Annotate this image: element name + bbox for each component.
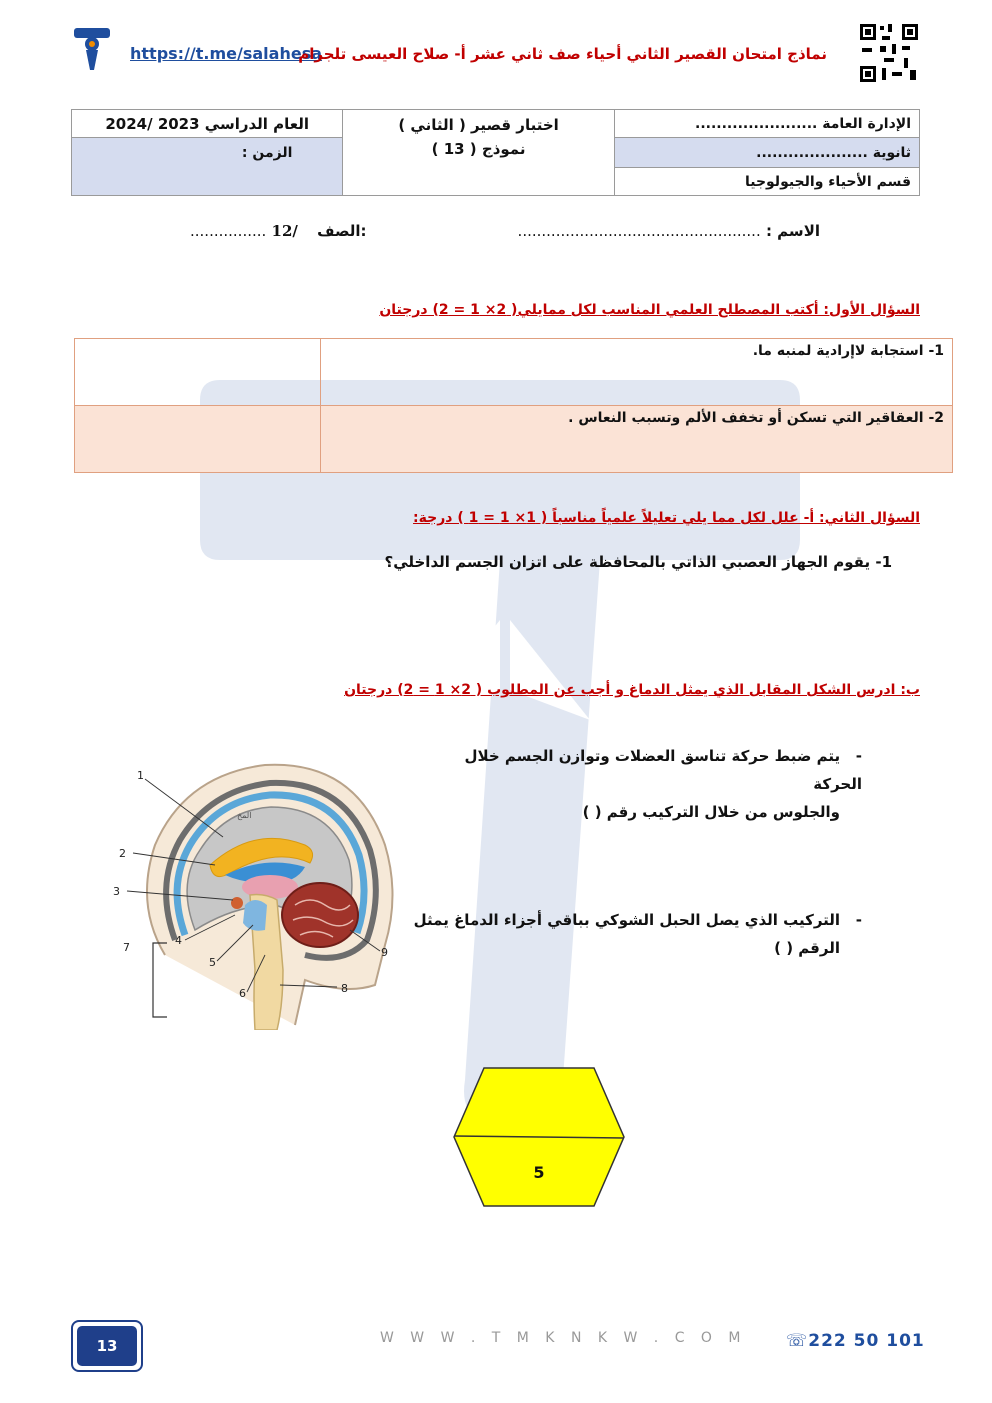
class-value: 12/ — [271, 222, 298, 240]
q2b-item-1-line2: والجلوس من خلال التركيب رقم ( ) — [582, 803, 840, 821]
q2a-text: يقوم الجهاز العصبي الذاتي بالمحافظة على اتزان الجسم الداخلي؟ — [384, 553, 871, 571]
school-logo-icon — [72, 26, 112, 72]
telegram-link[interactable]: https://t.me/salahesa — [130, 44, 323, 63]
q1-item-2-text: العقاقير التي تسكن أو تخفف الألم وتسبب النعاس . — [568, 410, 924, 426]
dept-cell: قسم الأحياء والجيولوجيا — [614, 168, 919, 196]
diagram-label-8: 8 — [341, 982, 348, 995]
page-number: 13 — [77, 1326, 137, 1366]
brain-diagram — [105, 755, 405, 1030]
class-label: الصف: — [317, 222, 367, 240]
class-row — [190, 222, 367, 240]
time-label: الزمن : — [241, 145, 293, 161]
q2b-item-2-line1: التركيب الذي يصل الحبل الشوكي بباقي أجزاء الدماغ يمثل — [413, 911, 841, 929]
q2a-num: 1- — [875, 553, 892, 571]
class-field[interactable]: ................ — [190, 222, 267, 240]
name-row — [518, 222, 820, 240]
admin-cell: الإدارة العامة ....................... — [614, 110, 919, 138]
q2a-item — [385, 553, 893, 571]
footer-website[interactable]: W W W . T M K N K W . C O M — [380, 1330, 747, 1346]
q2a-heading: السؤال الثاني: أ- علل لكل مما يلي تعليلاً علمياً مناسباً ( 1× 1 = 1 ) درجة: — [413, 510, 920, 526]
diagram-inner-label: المخ — [237, 811, 252, 820]
time-cell — [72, 138, 343, 196]
q2b-item-2-line2: الرقم ( ) — [774, 939, 840, 957]
diagram-label-5: 5 — [209, 956, 216, 969]
q2b-item-1-line1: يتم ضبط حركة تناسق العضلات وتوازن الجسم خلال الحركة — [464, 747, 862, 793]
q2b-bullet-2: - — [855, 911, 862, 929]
diagram-label-9: 9 — [381, 946, 388, 959]
school-cell: ثانوية ..................... — [614, 138, 919, 168]
q1-item-2-num: 2- — [928, 410, 944, 426]
year-cell: العام الدراسي 2023 /2024 — [72, 110, 343, 138]
qr-code-icon — [858, 22, 920, 84]
exam-info-table — [71, 109, 920, 196]
score-value: 5 — [533, 1163, 545, 1182]
name-label: الاسم : — [765, 222, 820, 240]
q1-answer-2[interactable] — [75, 406, 321, 473]
name-field[interactable]: ................................................... — [517, 222, 761, 240]
q2b-item-2 — [412, 906, 862, 962]
q2b-bullet-1: - — [855, 747, 862, 765]
q1-item-2 — [320, 406, 952, 473]
q1-heading: السؤال الأول: أكتب المصطلح العلمي المناسب لكل ممايلي( 2× 1 = 2) درجتان — [379, 302, 920, 318]
score-badge — [452, 1066, 626, 1208]
exam-title: اختبار قصير ( الثاني ) — [398, 116, 559, 134]
q2b-heading: ب: ادرس الشكل المقابل الذي يمثل الدماغ و أجب عن المطلوب ( 2× 1 = 2) درجتان — [344, 682, 920, 698]
header-title: نماذج امتحان القصير الثاني أحياء صف ثاني عشر أ- صلاح العيسى تلجرام — [298, 45, 827, 63]
q1-item-1-text: استجابة لاإرادية لمنبه ما. — [752, 343, 924, 359]
q1-answer-1[interactable] — [75, 339, 321, 406]
page-number-box — [71, 1320, 143, 1372]
exam-title-cell — [343, 110, 614, 196]
diagram-label-2: 2 — [119, 847, 126, 860]
diagram-label-1: 1 — [137, 769, 144, 782]
q2b-item-1 — [412, 742, 862, 826]
diagram-label-6: 6 — [239, 987, 246, 1000]
brain-sagittal-icon — [147, 765, 393, 1030]
footer-phone: ☏222 50 101 — [786, 1331, 925, 1351]
diagram-label-4: 4 — [175, 934, 182, 947]
q1-item-1 — [320, 339, 952, 406]
q1-item-1-num: 1- — [928, 343, 944, 359]
diagram-label-3: 3 — [113, 885, 120, 898]
diagram-label-7: 7 — [123, 941, 130, 954]
q1-table — [74, 338, 953, 473]
exam-model: نموذج ( 13 ) — [431, 140, 526, 158]
